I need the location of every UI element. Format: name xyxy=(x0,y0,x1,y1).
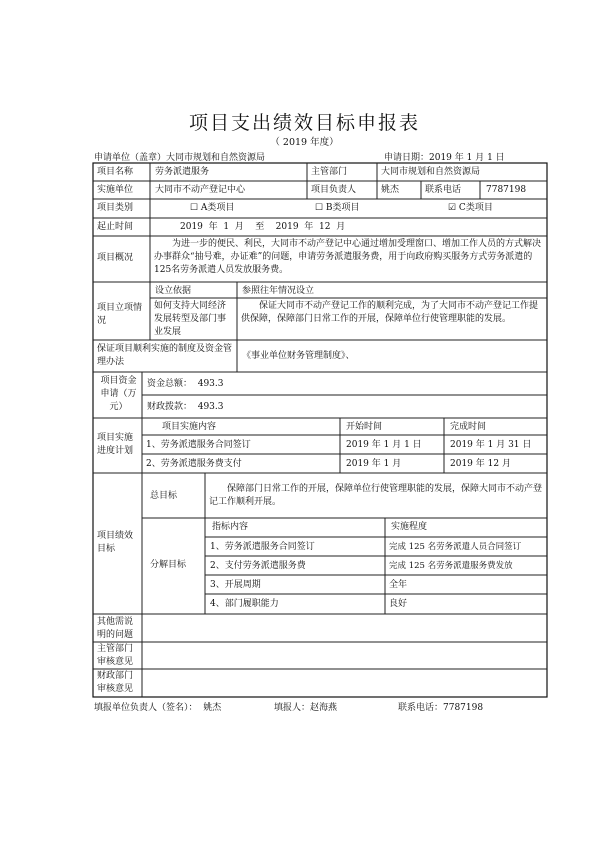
progress-row-start: 2019 年 1 月 1 日 xyxy=(346,440,422,450)
label-progress: 项目实施进度计划 xyxy=(97,433,134,456)
indicator-name: 3、开展周期 xyxy=(210,580,261,590)
footer-filler: 填报人：赵海燕 xyxy=(274,703,338,713)
progress-row-end: 2019 年 12 月 xyxy=(450,459,511,469)
label-guarantee: 保证项目顺利实施的制度及资金管理办法 xyxy=(97,344,233,367)
label-performance: 项目绩效目标 xyxy=(97,531,134,554)
progress-header-content: 项目实施内容 xyxy=(162,422,217,432)
indicator-degree: 完成 125 名劳务派遣服务费发放 xyxy=(389,561,513,571)
label-basis: 项目立项情况 xyxy=(97,303,143,326)
indicator-degree: 完成 125 名劳务派遣人员合同签订 xyxy=(389,542,522,552)
guarantee: 《事业单位财务管理制度》、 xyxy=(242,351,355,361)
apply-date: 申请日期：2019 年 1 月 1 日 xyxy=(384,153,505,163)
label-period: 起止时间 xyxy=(97,222,134,232)
progress-row-content: 1、劳务派遣服务合同签订 xyxy=(146,440,251,450)
label-owner: 项目负责人 xyxy=(311,185,357,195)
footer-phone: 联系电话：7787198 xyxy=(398,703,484,713)
label-basis-setup: 设立依据 xyxy=(155,286,192,296)
label-category: 项目类别 xyxy=(97,203,134,213)
indicator-degree: 全年 xyxy=(389,580,408,590)
period: 2019 年 1 月 至 2019 年 12 月 xyxy=(180,222,346,232)
label-dept-review: 主管部门审核意见 xyxy=(97,644,134,667)
indicator-degree: 良好 xyxy=(389,599,408,609)
label-basis-support: 如何支持大同经济发展转型及部门事业发展 xyxy=(154,301,227,337)
footer-signer: 填报单位负责人（签名）： 姚杰 xyxy=(94,703,222,713)
overall-goal: 保障部门日常工作的开展，保障单位行使管理职能的发展，保障大同市不动产登记工作顺利开展。 xyxy=(209,484,543,507)
funds-fiscal: 财政拨款： 493.3 xyxy=(147,402,224,412)
progress-header-start: 开始时间 xyxy=(346,422,383,432)
progress-row-content: 2、劳务派遣服务费支付 xyxy=(146,459,242,469)
progress-row-end: 2019 年 1 月 31 日 xyxy=(450,440,532,450)
label-project-name: 项目名称 xyxy=(97,167,134,177)
form-title: 项目支出绩效目标申报表 xyxy=(188,112,420,134)
indicator-header-degree: 实施程度 xyxy=(391,522,428,532)
label-phone: 联系电话 xyxy=(425,185,462,195)
label-dept: 主管部门 xyxy=(311,167,348,177)
category-c-checkbox[interactable]: ☑ C类项目 xyxy=(448,203,493,213)
phone: 7787198 xyxy=(486,185,527,195)
label-other-notes: 其他需说明的问题 xyxy=(97,617,134,640)
project-name: 劳务派遣服务 xyxy=(155,167,210,177)
owner: 姚杰 xyxy=(381,185,400,195)
category-b-checkbox[interactable]: ☐ B类项目 xyxy=(315,203,360,213)
category-a-checkbox[interactable]: ☐ A类项目 xyxy=(190,203,235,213)
label-finance-review: 财政部门审核意见 xyxy=(97,671,134,694)
overview-text: 为进一步的便民、利民，大同市不动产登记中心通过增加受理窗口、增加工作人员的方式解决办事群众“抽号难，办证难”的问题，申请劳务派遣服务费，用于向政府购买服务方式劳务派遣的125名劳务派遣人员发放服务费。 xyxy=(154,239,542,275)
label-sub-goal: 分解目标 xyxy=(150,560,187,570)
indicator-name: 1、劳务派遣服务合同签订 xyxy=(210,542,315,552)
basis-setup: 参照往年情况设立 xyxy=(242,286,315,296)
label-funds: 项目资金申请（万元） xyxy=(100,376,137,412)
label-overall-goal: 总目标 xyxy=(150,491,178,501)
label-unit: 实施单位 xyxy=(97,185,134,195)
progress-row-start: 2019 年 1 月 xyxy=(346,459,402,469)
dept: 大同市规划和自然资源局 xyxy=(381,167,481,177)
indicator-name: 4、部门履职能力 xyxy=(210,599,279,609)
applicant-unit: 申请单位（盖章）大同市规划和自然资源局 xyxy=(94,153,266,163)
indicator-header-name: 指标内容 xyxy=(212,522,249,532)
funds-total: 资金总额： 493.3 xyxy=(147,379,224,389)
unit: 大同市不动产登记中心 xyxy=(155,185,246,195)
progress-header-end: 完成时间 xyxy=(450,422,487,432)
indicator-name: 2、支付劳务派遣服务费 xyxy=(210,561,306,571)
label-overview: 项目概况 xyxy=(97,253,134,263)
form-year: （ 2019 年度） xyxy=(270,137,339,148)
basis-support: 保证大同市不动产登记工作的顺利完成，为了大同市不动产登记工作提供保障，保障部门日常工作的开展，保障单位行使管理职能的发展。 xyxy=(241,301,539,324)
